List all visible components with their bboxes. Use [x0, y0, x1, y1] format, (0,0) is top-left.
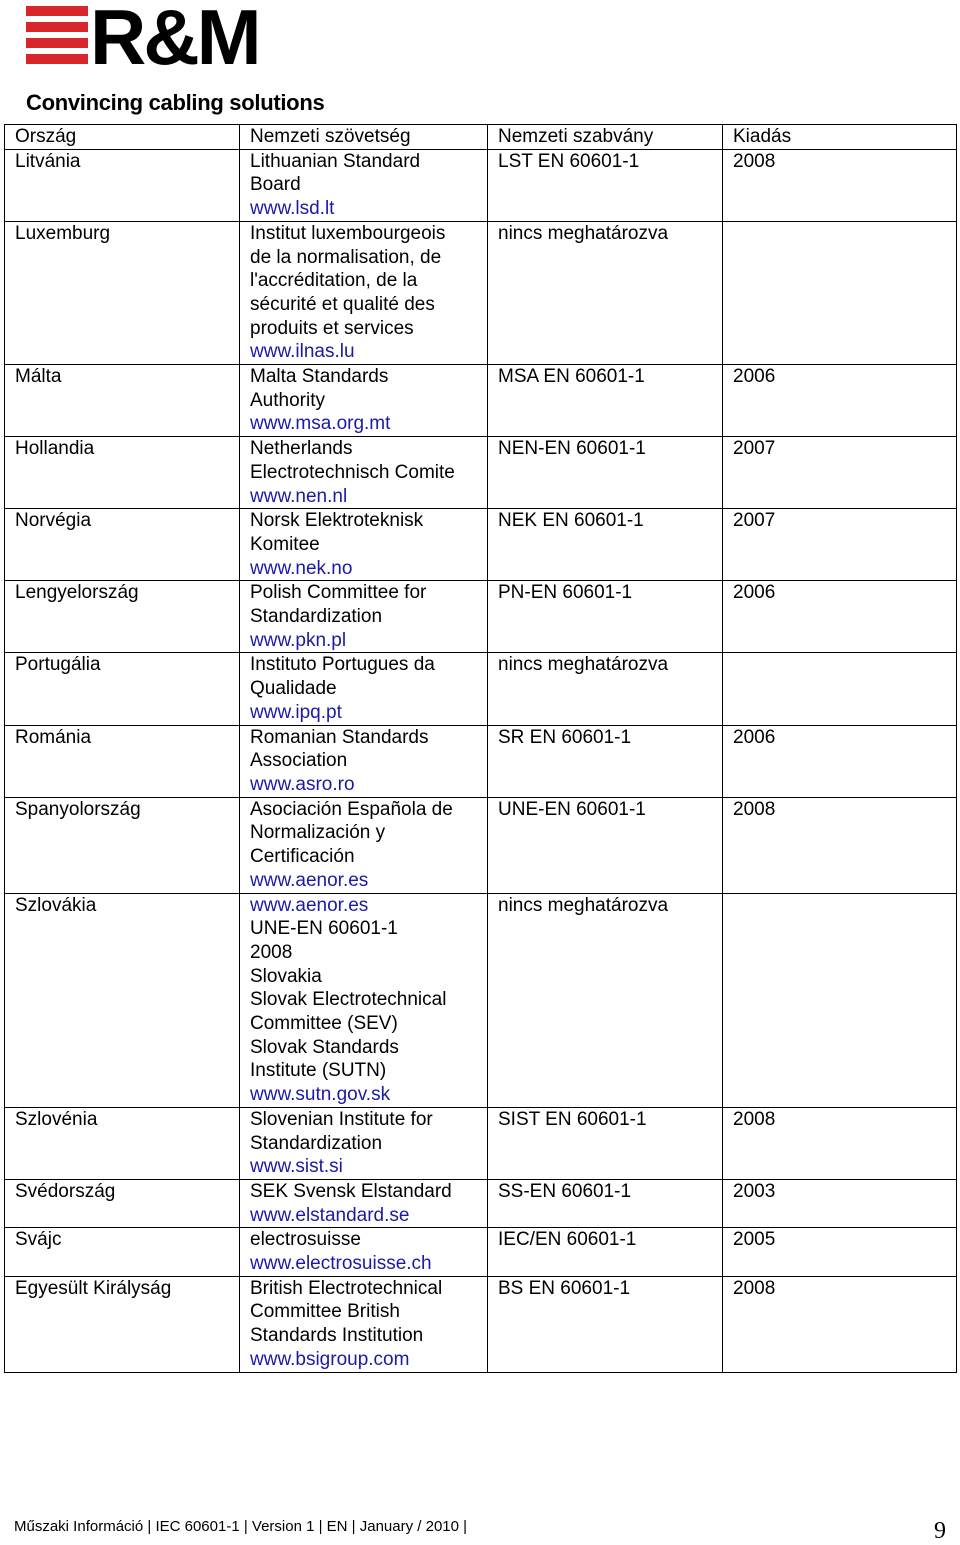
edition-year: 2007 [733, 438, 776, 460]
org-name-line: 2008 [250, 941, 293, 963]
org-name-line: Slovak Electrotechnical [250, 989, 447, 1011]
org-name-line: Institute (SUTN) [250, 1060, 387, 1082]
org-link[interactable]: www.asro.ro [250, 773, 355, 795]
standard-code: PN-EN 60601-1 [498, 582, 633, 604]
cell-org [240, 149, 488, 221]
org-name-line: Instituto Portugues da [250, 654, 435, 676]
logo-mark: R&M [90, 0, 259, 81]
org-name-line: Asociación Española de [250, 798, 453, 820]
cell-org [240, 221, 488, 364]
org-name-line: Standards Institution [250, 1325, 424, 1347]
cell-country [5, 437, 240, 509]
edition-year: 2006 [733, 726, 776, 748]
table-body [5, 149, 957, 1372]
cell-org [240, 1179, 488, 1227]
edition-year: 2006 [733, 582, 776, 604]
cell-country [5, 1107, 240, 1179]
org-name-line: l'accréditation, de la [250, 270, 418, 292]
table-row [5, 725, 957, 797]
table-row [5, 509, 957, 581]
cell-country [5, 149, 240, 221]
edition-year: 2008 [733, 798, 776, 820]
org-link[interactable]: www.ipq.pt [250, 701, 342, 723]
edition-year: 2008 [733, 1108, 776, 1130]
table-row [5, 1276, 957, 1372]
standard-code: SIST EN 60601-1 [498, 1108, 647, 1130]
cell-year [723, 509, 957, 581]
cell-year [723, 797, 957, 893]
org-name-line: electrosuisse [250, 1229, 361, 1251]
cell-standard [488, 1107, 723, 1179]
table-row [5, 149, 957, 221]
country-name: Luxemburg [15, 222, 111, 244]
cell-standard [488, 1276, 723, 1372]
cell-year [723, 365, 957, 437]
cell-standard [488, 365, 723, 437]
org-link-top[interactable]: www.aenor.es [250, 894, 369, 916]
cell-org [240, 1228, 488, 1276]
cell-country [5, 1276, 240, 1372]
org-link[interactable]: www.electrosuisse.ch [250, 1253, 432, 1275]
org-name-line: Norsk Elektroteknisk [250, 510, 424, 532]
org-name-line: Qualidade [250, 678, 337, 700]
org-name-line: Standardization [250, 606, 383, 628]
cell-standard [488, 653, 723, 725]
org-link[interactable]: www.lsd.lt [250, 198, 335, 220]
cell-org [240, 797, 488, 893]
cell-org [240, 1107, 488, 1179]
org-name-line: Certificación [250, 846, 355, 868]
cell-year [723, 1179, 957, 1227]
country-name: Szlovákia [15, 894, 97, 916]
table-row [5, 1228, 957, 1276]
cell-year [723, 1107, 957, 1179]
country-name: Spanyolország [15, 798, 141, 820]
org-name-line: SEK Svensk Elstandard [250, 1180, 452, 1202]
table-row [5, 1179, 957, 1227]
country-name: Litvánia [15, 150, 81, 172]
country-name: Svédország [15, 1180, 116, 1202]
edition-year: 2007 [733, 510, 776, 532]
standard-code: IEC/EN 60601-1 [498, 1229, 637, 1251]
cell-org [240, 1276, 488, 1372]
org-name-line: Romanian Standards [250, 726, 429, 748]
table-row [5, 1107, 957, 1179]
cell-standard [488, 1228, 723, 1276]
country-name: Hollandia [15, 438, 95, 460]
cell-year [723, 725, 957, 797]
standard-code: LST EN 60601-1 [498, 150, 640, 172]
standard-code: SS-EN 60601-1 [498, 1180, 632, 1202]
cell-country [5, 797, 240, 893]
edition-year: 2005 [733, 1229, 776, 1251]
edition-year: 2008 [733, 1277, 776, 1299]
org-name-line: Committee (SEV) [250, 1013, 398, 1035]
org-name-line: Slovak Standards [250, 1036, 399, 1058]
standard-code: BS EN 60601-1 [498, 1277, 631, 1299]
org-link[interactable]: www.nen.nl [250, 485, 348, 507]
cell-country [5, 221, 240, 364]
header-country: Ország [5, 125, 240, 150]
org-name-line: Committee British [250, 1301, 400, 1323]
cell-org [240, 365, 488, 437]
org-name-line: Standardization [250, 1132, 383, 1154]
org-name-line: Slovenian Institute for [250, 1108, 433, 1130]
table-row [5, 797, 957, 893]
table-header-row [5, 125, 957, 150]
cell-org [240, 581, 488, 653]
cell-org [240, 653, 488, 725]
org-name-line: Malta Standards [250, 366, 389, 388]
org-name-line: Institut luxembourgeois [250, 222, 446, 244]
standard-code: nincs meghatározva [498, 222, 669, 244]
cell-year [723, 149, 957, 221]
header-year: Kiadás [723, 125, 957, 150]
cell-org [240, 893, 488, 1107]
cell-standard [488, 149, 723, 221]
cell-year [723, 437, 957, 509]
org-link[interactable]: www.sutn.gov.sk [250, 1084, 391, 1106]
org-link[interactable]: www.sist.si [250, 1156, 343, 1178]
org-link[interactable]: www.bsigroup.com [250, 1348, 410, 1370]
cell-org [240, 725, 488, 797]
cell-org [240, 509, 488, 581]
cell-year [723, 581, 957, 653]
org-link[interactable]: www.ilnas.lu [250, 341, 355, 363]
org-name-line: de la normalisation, de [250, 246, 442, 268]
org-link[interactable]: www.aenor.es [250, 869, 369, 891]
cell-year [723, 221, 957, 364]
table-row [5, 221, 957, 364]
standard-code: UNE-EN 60601-1 [498, 798, 646, 820]
cell-standard [488, 1179, 723, 1227]
org-name-line: Polish Committee for [250, 582, 427, 604]
org-link[interactable]: www.elstandard.se [250, 1204, 410, 1226]
country-name: Lengyelország [15, 582, 139, 604]
cell-year [723, 1228, 957, 1276]
cell-standard [488, 893, 723, 1107]
cell-country [5, 509, 240, 581]
country-name: Románia [15, 726, 92, 748]
cell-standard [488, 797, 723, 893]
page-number: 9 [934, 1518, 946, 1544]
country-name: Egyesült Királyság [15, 1277, 172, 1299]
org-link[interactable]: www.pkn.pl [250, 629, 347, 651]
logo-tagline: Convincing cabling solutions [26, 90, 325, 115]
org-name-line: Normalización y [250, 822, 386, 844]
standard-code: MSA EN 60601-1 [498, 366, 645, 388]
org-name-line: Netherlands [250, 438, 353, 460]
cell-year [723, 1276, 957, 1372]
table-row [5, 365, 957, 437]
cell-country [5, 725, 240, 797]
org-name-line: British Electrotechnical [250, 1277, 443, 1299]
org-name-line: sécurité et qualité des [250, 293, 435, 315]
org-name-line: Komitee [250, 533, 320, 555]
org-name-line: Board [250, 174, 301, 196]
standard-code: NEK EN 60601-1 [498, 510, 644, 532]
standard-code: nincs meghatározva [498, 654, 669, 676]
org-link[interactable]: www.nek.no [250, 557, 353, 579]
cell-year [723, 653, 957, 725]
standard-code: SR EN 60601-1 [498, 726, 632, 748]
country-name: Szlovénia [15, 1108, 98, 1130]
org-link[interactable]: www.msa.org.mt [250, 413, 391, 435]
header-org: Nemzeti szövetség [240, 125, 488, 150]
header-standard: Nemzeti szabvány [488, 125, 723, 150]
org-name-line: produits et services [250, 317, 414, 339]
cell-country [5, 365, 240, 437]
cell-country [5, 893, 240, 1107]
org-name-line: UNE-EN 60601-1 [250, 918, 398, 940]
cell-country [5, 581, 240, 653]
cell-standard [488, 221, 723, 364]
table-row [5, 581, 957, 653]
country-name: Norvégia [15, 510, 92, 532]
standard-code: NEN-EN 60601-1 [498, 438, 646, 460]
cell-standard [488, 725, 723, 797]
standard-code: nincs meghatározva [498, 894, 669, 916]
table-row [5, 653, 957, 725]
cell-standard [488, 581, 723, 653]
cell-country [5, 1228, 240, 1276]
rm-logo [26, 0, 386, 116]
org-name-line: Lithuanian Standard [250, 150, 421, 172]
standards-table [4, 124, 957, 1373]
edition-year: 2003 [733, 1180, 776, 1202]
cell-year [723, 893, 957, 1107]
table-row [5, 437, 957, 509]
cell-standard [488, 509, 723, 581]
cell-org [240, 437, 488, 509]
edition-year: 2006 [733, 366, 776, 388]
org-name-line: Association [250, 750, 348, 772]
footer-text: Műszaki Információ | IEC 60601-1 | Version 1 | EN | January / 2010 | [14, 1518, 468, 1535]
logo-stripes [26, 6, 88, 64]
country-name: Portugália [15, 654, 101, 676]
org-name-line: Electrotechnisch Comite [250, 461, 455, 483]
cell-country [5, 1179, 240, 1227]
table-row [5, 893, 957, 1107]
org-name-line: Slovakia [250, 965, 322, 987]
edition-year: 2008 [733, 150, 776, 172]
country-name: Málta [15, 366, 62, 388]
country-name: Svájc [15, 1229, 62, 1251]
cell-country [5, 653, 240, 725]
org-name-line: Authority [250, 389, 325, 411]
cell-standard [488, 437, 723, 509]
